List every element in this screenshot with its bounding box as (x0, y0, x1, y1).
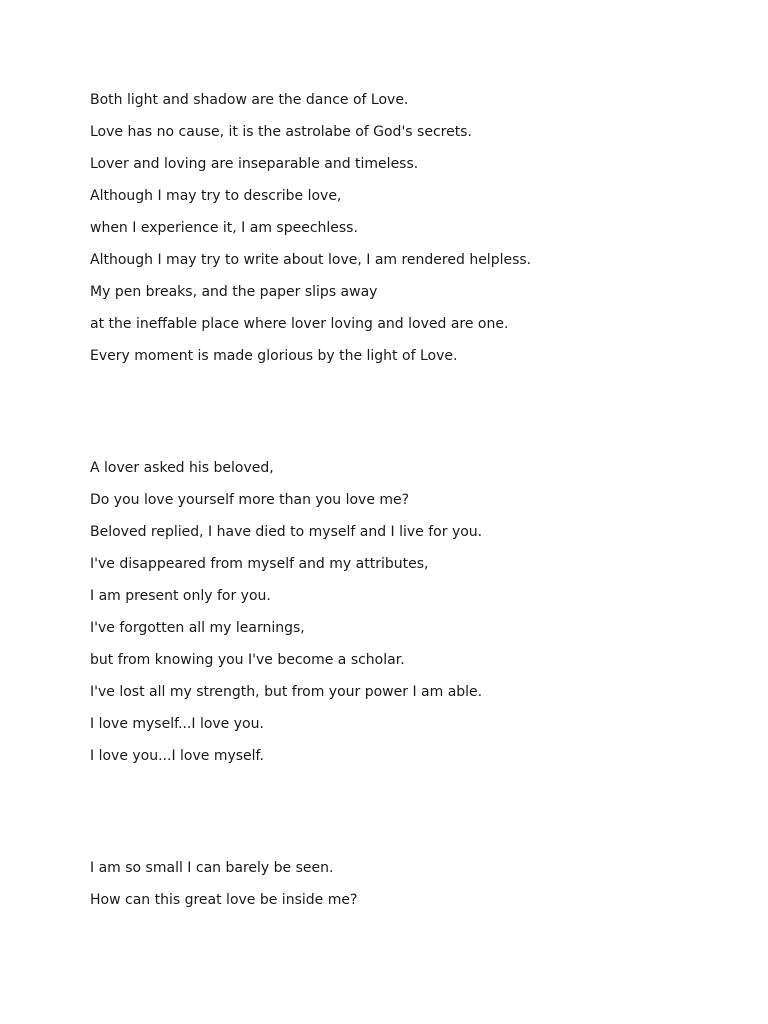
poem-line: I love myself...I love you. (90, 716, 264, 732)
poem-line: I've forgotten all my learnings, (90, 620, 305, 636)
poem-line: Lover and loving are inseparable and timeless. (90, 156, 419, 172)
poem-line: I am so small I can barely be seen. (90, 860, 334, 876)
poem-line: Beloved replied, I have died to myself and I live for you. (90, 524, 483, 540)
poem-line: I've disappeared from myself and my attributes, (90, 556, 429, 572)
poem-line: when I experience it, I am speechless. (90, 220, 358, 236)
poem-line: How can this great love be inside me? (90, 892, 358, 908)
poem-line: I love you...I love myself. (90, 748, 264, 764)
poem-line: I've lost all my strength, but from your power I am able. (90, 684, 483, 700)
poem-line: but from knowing you I've become a scholar. (90, 652, 405, 668)
poem-line: Although I may try to describe love, (90, 188, 342, 204)
poem-line: Every moment is made glorious by the light of Love. (90, 348, 458, 364)
poem-line: at the ineffable place where lover loving and loved are one. (90, 316, 509, 332)
poem-line: Both light and shadow are the dance of Love. (90, 92, 409, 108)
poem-line: My pen breaks, and the paper slips away (90, 284, 378, 300)
poem-line: A lover asked his beloved, (90, 460, 274, 476)
poem-line: Love has no cause, it is the astrolabe of God's secrets. (90, 124, 472, 140)
poem-line: I am present only for you. (90, 588, 271, 604)
poem-line: Do you love yourself more than you love me? (90, 492, 410, 508)
poem-line: Although I may try to write about love, I am rendered helpless. (90, 252, 532, 268)
